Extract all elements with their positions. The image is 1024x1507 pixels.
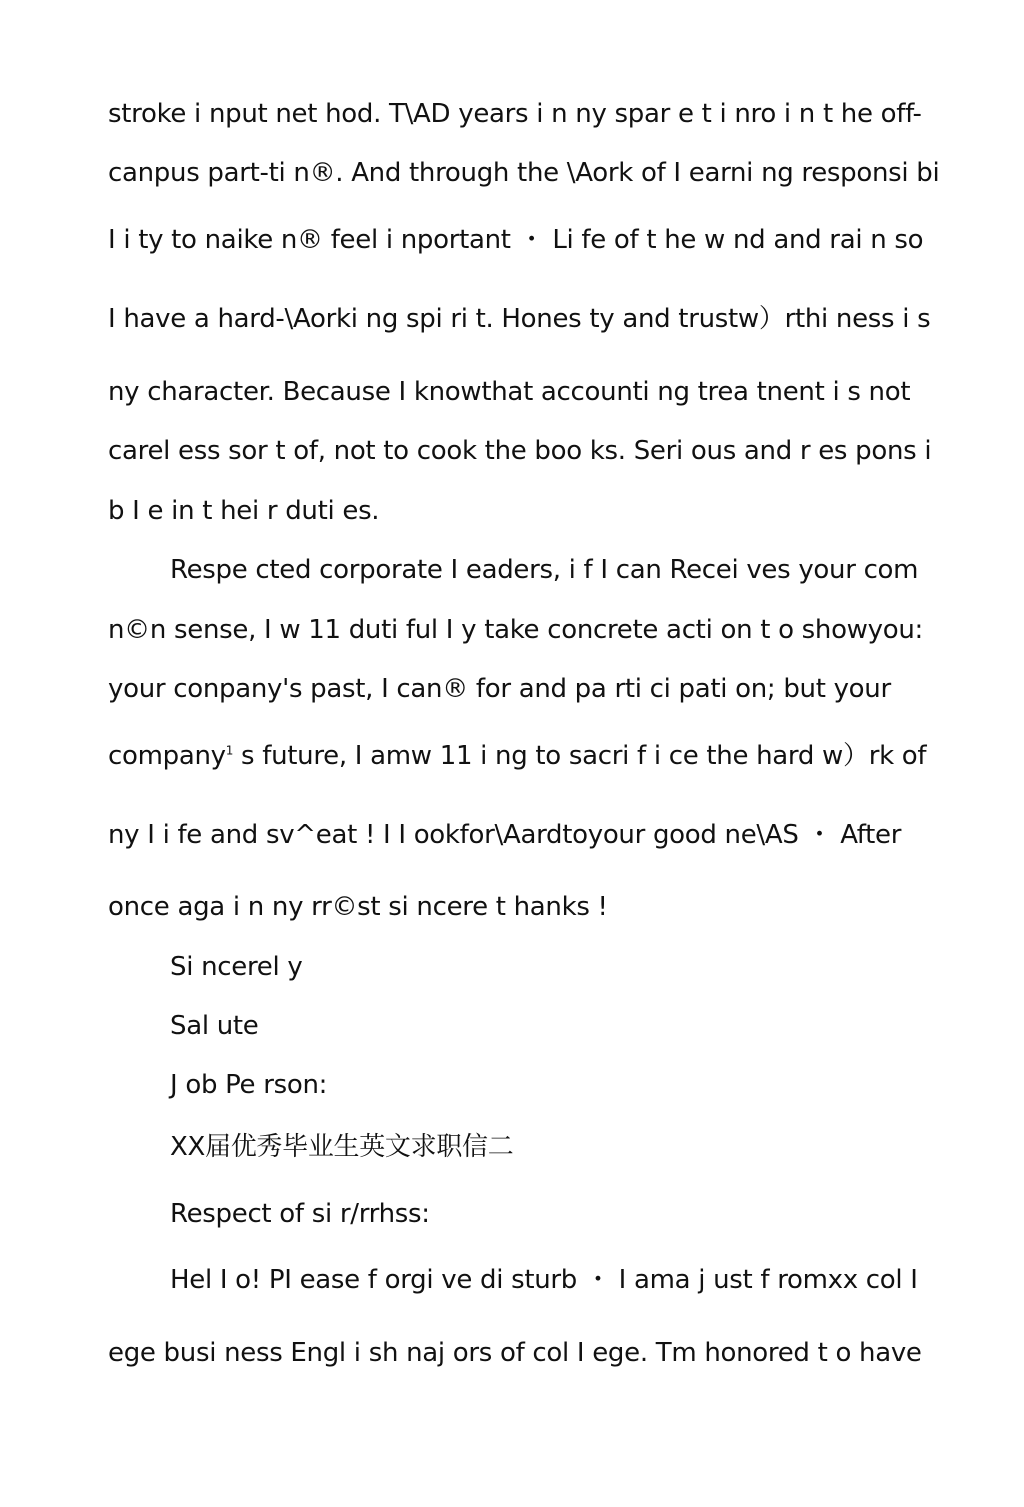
text-line-9: n©n sense, I w 11 duti ful I y take concrete acti on t o showyou: xyxy=(108,615,923,645)
text-line-7: b I e in t hei r duti es. xyxy=(108,496,380,526)
salutation: Respect of si r/rrhss: xyxy=(170,1199,430,1229)
text-line-1: stroke i nput net hod. T\AD years i n ny spar e t i nro i n t he off- xyxy=(108,99,922,129)
text-line-4: I have a hard-\Aorki ng spi ri t. Hones ty and trustw）rthi ness i s xyxy=(108,304,931,334)
text-line-3: I i ty to naike n® feel i nportant ・ Li fe of t he w nd and rai n so xyxy=(108,225,924,255)
text-line-10: your conpany's past, I can® for and pa rti ci pati on; but your xyxy=(108,674,891,704)
text-line-11-end: s future, I amw 11 i ng to sacri f i ce the hard w）rk of xyxy=(233,741,927,771)
text-line-11-start: company xyxy=(108,741,226,771)
paragraph-start-line-2: Hel I o! PI ease f orgi ve di sturb ・ I ama j ust f romxx col I xyxy=(170,1265,918,1295)
paragraph-start-line: Respe cted corporate I eaders, i f I can Recei ves your com xyxy=(170,555,919,585)
text-line-2: canpus part-ti n®. And through the \Aork of I earni ng responsi bi xyxy=(108,158,940,188)
text-line-20: ege busi ness Engl i sh naj ors of col I ege. Tm honored t o have xyxy=(108,1338,922,1368)
text-line-5: ny character. Because I knowthat accounti ng trea tnent i s not xyxy=(108,377,911,407)
closing-sincerely: Si ncerel y xyxy=(170,952,303,982)
text-line-6: carel ess sor t of, not to cook the boo ks. Seri ous and r es pons i xyxy=(108,436,932,466)
superscript-mark: 1 xyxy=(225,743,234,758)
closing-salute: Sal ute xyxy=(170,1011,259,1041)
text-line-13: once aga i n ny rr©st si ncere t hanks ! xyxy=(108,892,608,922)
signature-job-person: J ob Pe rson: xyxy=(170,1070,328,1100)
text-line-11 xyxy=(108,740,926,772)
text-line-12: ny I i fe and sv^eat ! I I ookfor\Aardtoyour good ne\AS ・ After xyxy=(108,820,902,850)
section-heading: XX届优秀毕业生英文求职信二 xyxy=(170,1132,514,1162)
